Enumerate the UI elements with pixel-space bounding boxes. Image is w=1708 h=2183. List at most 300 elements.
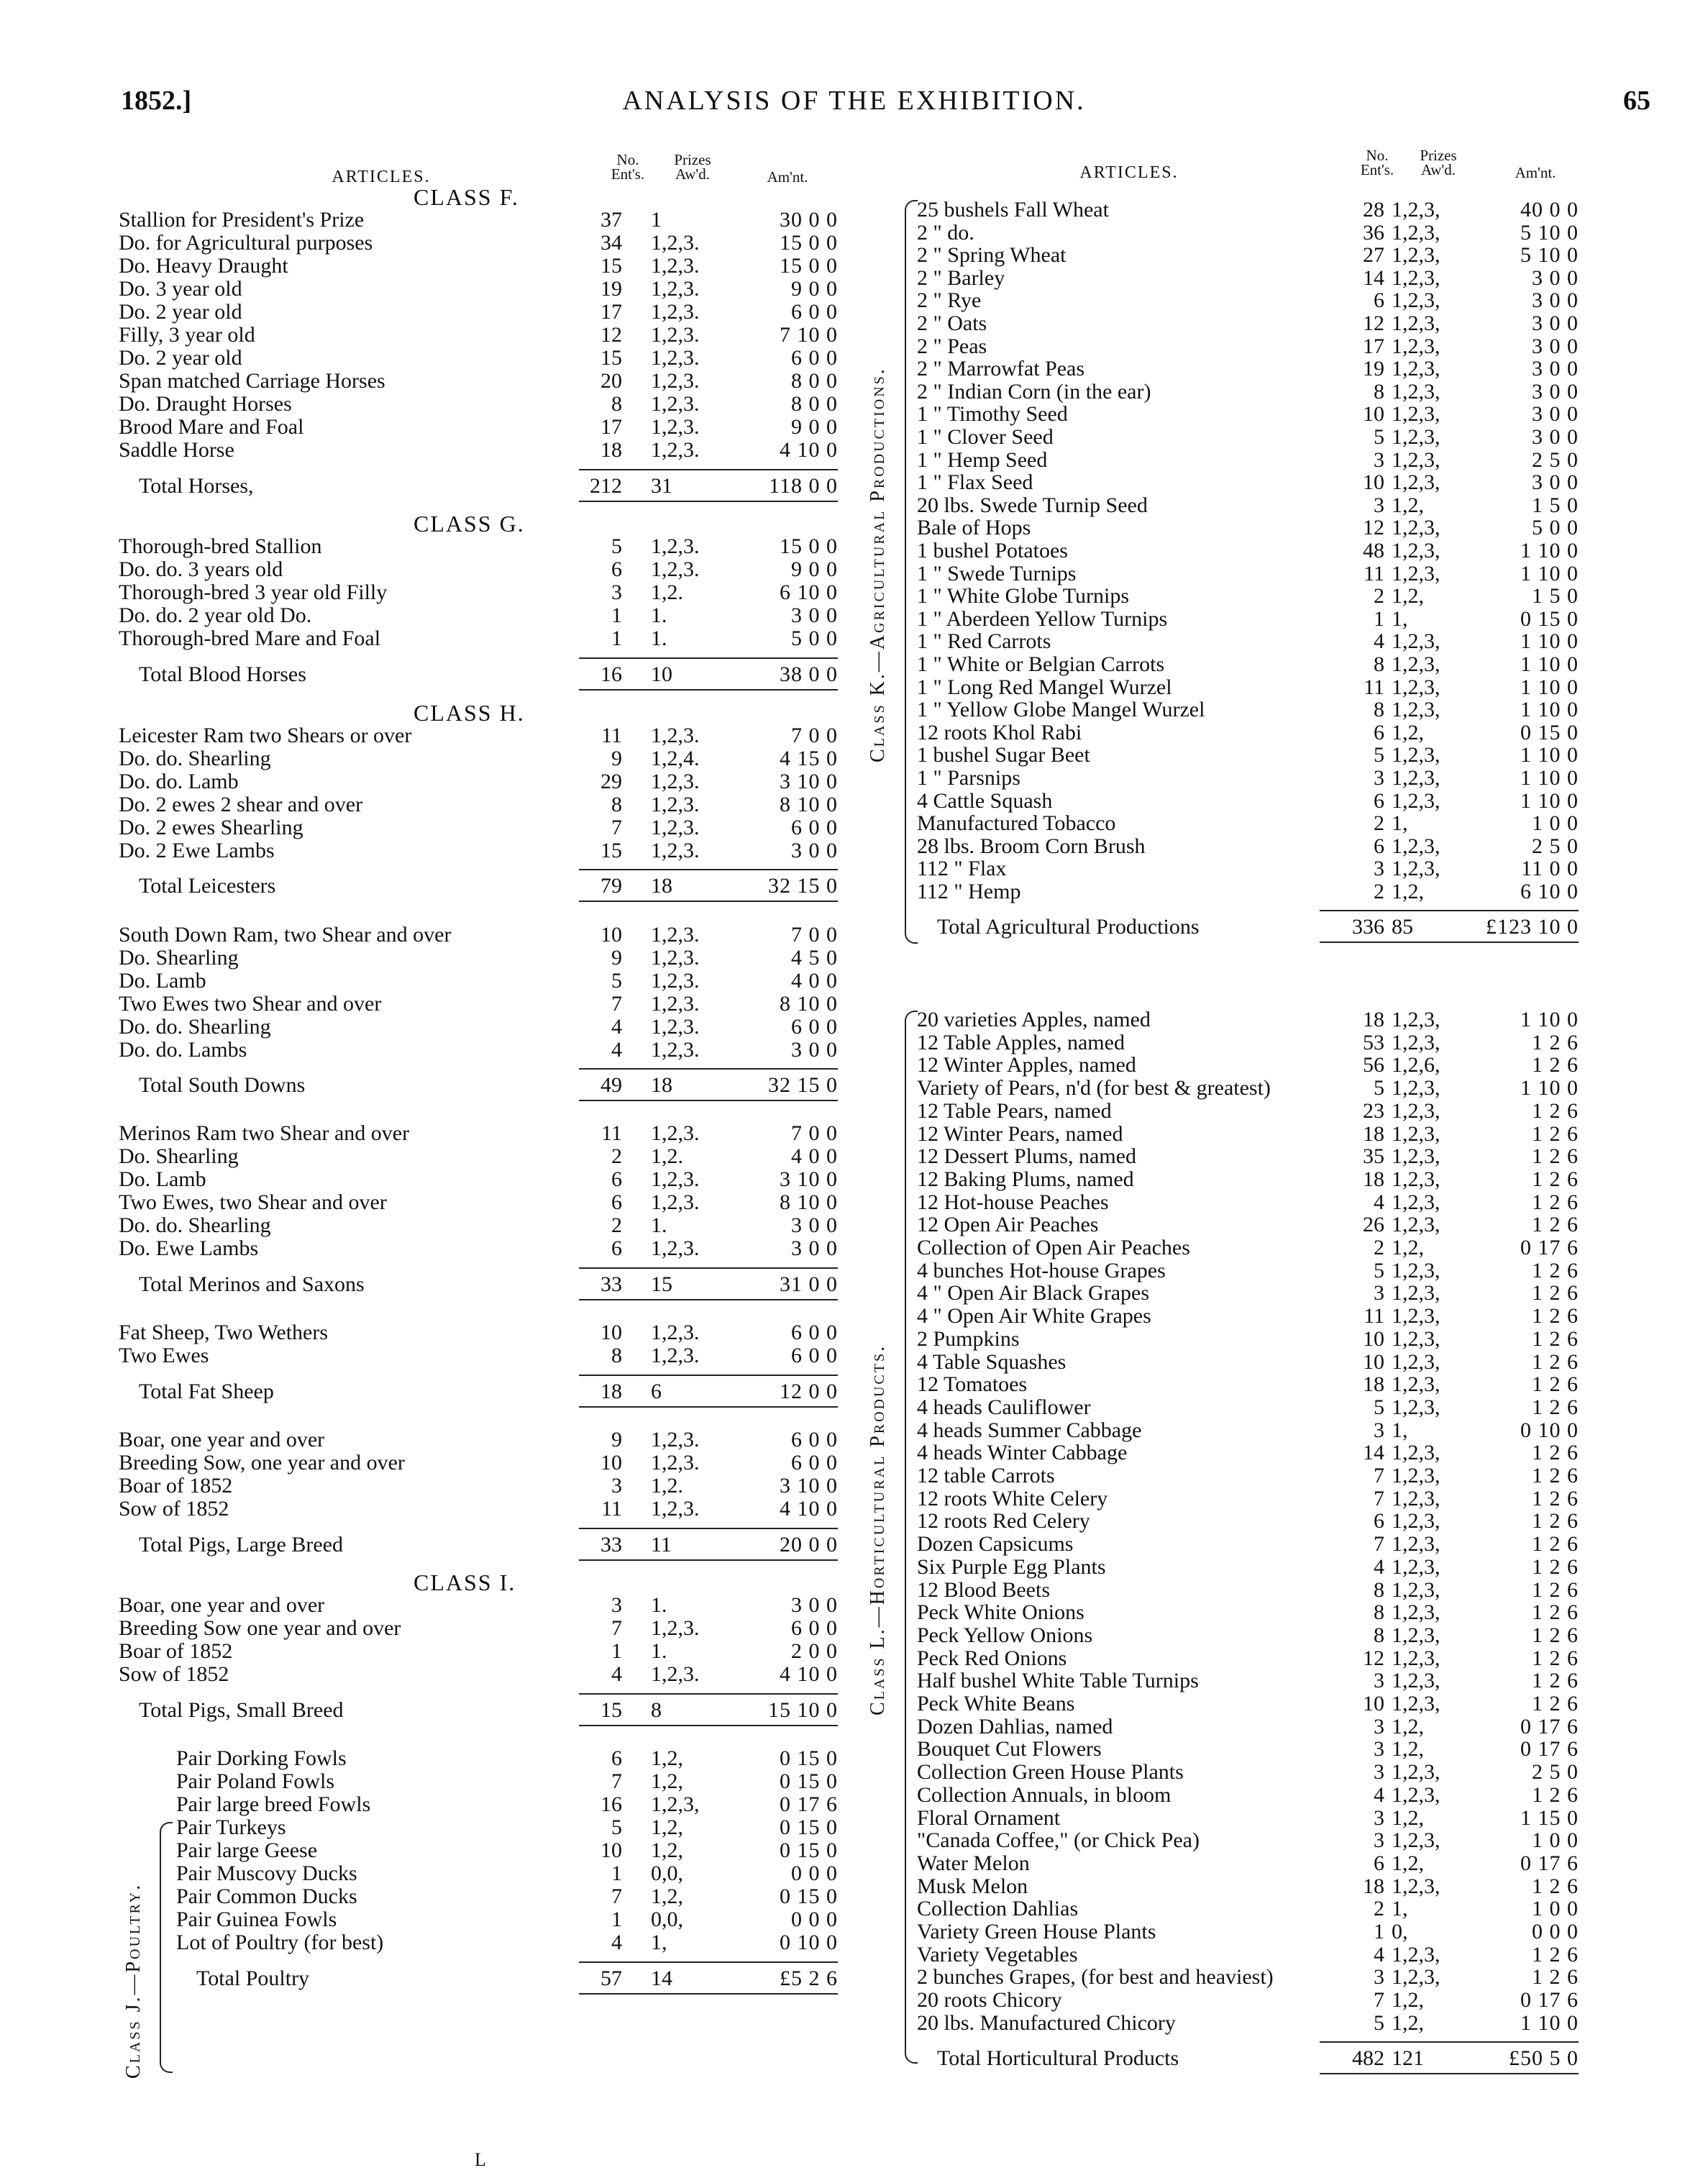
table-row bbox=[917, 585, 1643, 608]
row-label: Span matched Carriage Horses bbox=[119, 370, 385, 393]
entries-count: 3 bbox=[1374, 1418, 1384, 1442]
table-row bbox=[917, 676, 1643, 699]
prizes-awarded: 1,2,3, bbox=[1392, 1600, 1440, 1625]
row-label: Total Horticultural Products bbox=[937, 2046, 1179, 2070]
table-row bbox=[917, 1100, 1643, 1123]
entries-count: 53 bbox=[1363, 1030, 1384, 1054]
amount: 2 5 0 bbox=[1532, 447, 1579, 472]
entries-count: 5 bbox=[1374, 2010, 1384, 2035]
entries-count: 57 bbox=[600, 1966, 622, 1990]
prizes-awarded: 1,2,3, bbox=[1392, 743, 1440, 767]
class-heading: CLASS G. bbox=[414, 511, 525, 537]
entries-count: 8 bbox=[1374, 1600, 1384, 1625]
prizes-awarded: 1,2,3. bbox=[651, 1167, 700, 1192]
row-label: 25 bushels Fall Wheat bbox=[917, 199, 1109, 222]
entries-count: 8 bbox=[611, 1344, 622, 1368]
row-label: Do. Ewe Lambs bbox=[119, 1237, 259, 1261]
prizes-awarded: 1,2,3, bbox=[1392, 1577, 1440, 1602]
amount: 32 15 0 bbox=[768, 874, 838, 898]
total-row bbox=[119, 1533, 845, 1557]
table-row bbox=[119, 947, 845, 970]
table-row bbox=[917, 494, 1643, 517]
table-row bbox=[917, 1510, 1643, 1533]
total-underline bbox=[579, 1559, 838, 1561]
amount: 3 0 0 bbox=[791, 838, 838, 862]
amount: 8 0 0 bbox=[791, 369, 838, 393]
prizes-awarded: 1,2,3, bbox=[1392, 265, 1440, 290]
entries-count: 7 bbox=[611, 815, 622, 839]
row-label: 1 " Yellow Globe Mangel Wurzel bbox=[917, 698, 1205, 722]
table-row bbox=[917, 1669, 1643, 1692]
prizes-awarded: 6 bbox=[651, 1379, 662, 1403]
row-label: Boar of 1852 bbox=[119, 1475, 233, 1498]
prizes-awarded: 1,2, bbox=[1392, 1805, 1424, 1830]
prizes-awarded: 10 bbox=[651, 662, 672, 686]
table-row bbox=[119, 1168, 845, 1191]
entries-count: 48 bbox=[1363, 539, 1384, 562]
prizes-awarded: 1,2,3. bbox=[651, 254, 700, 278]
table-row bbox=[917, 1487, 1643, 1510]
amount: 0 15 0 bbox=[1520, 606, 1579, 631]
amount: 1 2 6 bbox=[1532, 1121, 1579, 1146]
prizes-awarded: 18 bbox=[651, 1073, 672, 1098]
table-row bbox=[119, 747, 845, 770]
left-no-header: No. Ent's. bbox=[611, 151, 645, 183]
prizes-awarded: 1, bbox=[651, 1931, 667, 1955]
prizes-awarded: 1,2,3, bbox=[1392, 1213, 1440, 1237]
entries-count: 5 bbox=[1374, 743, 1384, 767]
amount: 3 0 0 bbox=[1532, 425, 1579, 449]
entries-count: 20 bbox=[600, 369, 622, 393]
row-label: 1 " Red Carrots bbox=[917, 630, 1051, 654]
entries-count: 336 bbox=[1352, 914, 1384, 939]
table-row bbox=[119, 1816, 845, 1839]
amount: 6 0 0 bbox=[791, 1428, 838, 1451]
prizes-awarded: 1,2,3, bbox=[1392, 1395, 1440, 1419]
total-rule bbox=[579, 1961, 838, 1963]
total-row bbox=[119, 1967, 845, 1990]
entries-count: 26 bbox=[1363, 1213, 1384, 1237]
amount: 7 0 0 bbox=[791, 922, 838, 947]
table-row bbox=[917, 1145, 1643, 1168]
prizes-awarded: 1,2. bbox=[651, 1474, 683, 1498]
entries-count: 6 bbox=[611, 1190, 622, 1215]
prizes-awarded: 1,2,3, bbox=[1392, 1281, 1440, 1305]
row-label: Pair Guinea Fowls bbox=[176, 1908, 337, 1932]
table-row bbox=[917, 608, 1643, 631]
amount: 40 0 0 bbox=[1520, 198, 1579, 222]
row-label: Boar, one year and over bbox=[119, 1428, 325, 1451]
entries-count: 14 bbox=[1363, 265, 1384, 290]
row-label: 12 Winter Apples, named bbox=[917, 1054, 1136, 1077]
total-underline bbox=[579, 1725, 838, 1726]
row-label: Thorough-bred Mare and Foal bbox=[119, 627, 381, 651]
table-row bbox=[917, 1031, 1643, 1054]
row-label: 2 " Peas bbox=[917, 334, 987, 358]
left-prizes-header: Prizes Aw'd. bbox=[674, 151, 711, 183]
entries-count: 3 bbox=[1374, 766, 1384, 790]
row-label: Do. do. 3 years old bbox=[119, 558, 283, 582]
amount: 6 0 0 bbox=[791, 1344, 838, 1368]
entries-count: 15 bbox=[600, 346, 622, 370]
amount: 8 10 0 bbox=[780, 991, 838, 1016]
right-no-header: No. Ent's. bbox=[1360, 147, 1394, 178]
row-label: Bouquet Cut Flowers bbox=[917, 1738, 1102, 1762]
table-row bbox=[119, 993, 845, 1016]
entries-count: 2 bbox=[1374, 584, 1384, 609]
prizes-awarded: 1,2,3, bbox=[1392, 379, 1440, 404]
row-label: Two Ewes, two Shear and over bbox=[119, 1191, 387, 1215]
amount: 7 10 0 bbox=[780, 323, 838, 347]
row-label: Peck Red Onions bbox=[917, 1646, 1067, 1670]
entries-count: 212 bbox=[590, 473, 622, 498]
prizes-awarded: 1,2,3. bbox=[651, 277, 700, 301]
signature-mark: L bbox=[475, 2149, 486, 2170]
table-row bbox=[917, 1259, 1643, 1282]
prizes-awarded: 1,2,3. bbox=[651, 1662, 700, 1687]
prizes-awarded: 1,2,3, bbox=[1392, 857, 1440, 881]
entries-count: 16 bbox=[600, 662, 622, 686]
table-row bbox=[119, 770, 845, 793]
entries-count: 14 bbox=[1363, 1441, 1384, 1465]
prizes-awarded: 1,2,3, bbox=[1392, 1554, 1440, 1579]
prizes-awarded: 1,2,3. bbox=[651, 369, 700, 393]
row-label: Pair Common Ducks bbox=[176, 1885, 357, 1909]
amount: 1 5 0 bbox=[1532, 493, 1579, 517]
row-label: 2 bunches Grapes, (for best and heaviest) bbox=[917, 1966, 1274, 1990]
amount: 8 10 0 bbox=[780, 1190, 838, 1215]
table-row bbox=[917, 1556, 1643, 1579]
entries-count: 5 bbox=[1374, 1076, 1384, 1100]
prizes-awarded: 1,2,3. bbox=[651, 991, 700, 1016]
entries-count: 6 bbox=[611, 1167, 622, 1192]
total-row bbox=[119, 663, 845, 686]
amount: 1 2 6 bbox=[1532, 1486, 1579, 1510]
amount: 1 10 0 bbox=[1520, 766, 1579, 790]
prizes-awarded: 1,2,3, bbox=[1392, 288, 1440, 313]
row-label: Bale of Hops bbox=[917, 516, 1031, 540]
entries-count: 2 bbox=[1374, 1236, 1384, 1259]
prizes-awarded: 0,0, bbox=[651, 1908, 683, 1932]
entries-count: 17 bbox=[600, 415, 622, 439]
row-label: Leicester Ram two Shears or over bbox=[119, 724, 412, 747]
table-row bbox=[917, 857, 1643, 880]
amount: 1 2 6 bbox=[1532, 1509, 1579, 1533]
row-label: 2 " do. bbox=[917, 221, 974, 245]
table-row bbox=[119, 1663, 845, 1686]
amount: 1 2 6 bbox=[1532, 1326, 1579, 1351]
entries-count: 18 bbox=[1363, 1372, 1384, 1397]
row-label: 12 Hot-house Peaches bbox=[917, 1190, 1109, 1214]
entries-count: 1 bbox=[611, 1639, 622, 1664]
amount: 1 10 0 bbox=[1520, 629, 1579, 654]
amount: 1 10 0 bbox=[1520, 1008, 1579, 1031]
amount: 3 0 0 bbox=[1532, 288, 1579, 313]
table-row bbox=[917, 357, 1643, 380]
table-row bbox=[119, 627, 845, 650]
entries-count: 3 bbox=[1374, 1965, 1384, 1990]
amount: 1 2 6 bbox=[1532, 1441, 1579, 1465]
prizes-awarded: 1,2,3, bbox=[1392, 561, 1440, 585]
row-label: Manufactured Tobacco bbox=[917, 812, 1116, 836]
table-row bbox=[917, 1236, 1643, 1259]
total-rule bbox=[579, 1528, 838, 1529]
row-label: 12 Table Pears, named bbox=[917, 1099, 1112, 1123]
total-row bbox=[119, 1699, 845, 1722]
row-label: Two Ewes two Shear and over bbox=[119, 992, 382, 1016]
table-row bbox=[119, 278, 845, 301]
entries-count: 10 bbox=[600, 922, 622, 947]
prizes-awarded: 1,2,3, bbox=[1392, 1692, 1440, 1715]
total-underline bbox=[579, 1406, 838, 1408]
entries-count: 12 bbox=[600, 323, 622, 347]
entries-count: 56 bbox=[1363, 1053, 1384, 1077]
entries-count: 5 bbox=[1374, 1258, 1384, 1282]
table-row bbox=[917, 1191, 1643, 1214]
row-label: Do. 2 ewes 2 shear and over bbox=[119, 793, 363, 816]
total-underline bbox=[579, 1993, 838, 1995]
table-row bbox=[917, 1738, 1643, 1761]
amount: 1 10 0 bbox=[1520, 2010, 1579, 2035]
prizes-awarded: 1,2, bbox=[651, 1838, 683, 1863]
table-row bbox=[119, 1594, 845, 1617]
prizes-awarded: 1,2,3. bbox=[651, 838, 700, 862]
row-label: 28 lbs. Broom Corn Brush bbox=[917, 834, 1146, 858]
table-row bbox=[917, 1533, 1643, 1556]
row-label: Total Leicesters bbox=[139, 875, 276, 898]
row-label: 12 Open Air Peaches bbox=[917, 1213, 1099, 1237]
entries-count: 3 bbox=[1374, 493, 1384, 517]
amount: 3 0 0 bbox=[791, 603, 838, 628]
amount: 30 0 0 bbox=[780, 208, 838, 232]
entries-count: 7 bbox=[611, 1616, 622, 1641]
amount: 6 0 0 bbox=[791, 346, 838, 370]
table-row bbox=[917, 1624, 1643, 1647]
entries-count: 1 bbox=[1374, 1920, 1384, 1943]
total-underline bbox=[579, 1299, 838, 1300]
row-label: Peck White Onions bbox=[917, 1601, 1084, 1625]
prizes-awarded: 1, bbox=[1392, 606, 1408, 631]
amount: 1 2 6 bbox=[1532, 1213, 1579, 1237]
prizes-awarded: 1, bbox=[1392, 1418, 1408, 1442]
amount: 1 2 6 bbox=[1532, 1349, 1579, 1374]
total-rule bbox=[579, 469, 838, 470]
total-row bbox=[917, 2047, 1643, 2070]
amount: 3 0 0 bbox=[791, 1213, 838, 1238]
prizes-awarded: 1,2,3. bbox=[651, 231, 700, 255]
horticultural-class-label: Class L.—Horticultural Products. bbox=[867, 1344, 889, 1715]
entries-count: 17 bbox=[1363, 334, 1384, 358]
amount: 1 2 6 bbox=[1532, 1532, 1579, 1557]
amount: 1 2 6 bbox=[1532, 1304, 1579, 1329]
prizes-awarded: 1,2,3. bbox=[651, 815, 700, 839]
table-row bbox=[917, 812, 1643, 835]
entries-count: 15 bbox=[600, 1698, 622, 1722]
entries-count: 7 bbox=[1374, 1532, 1384, 1557]
row-label: Pair Muscovy Ducks bbox=[176, 1862, 357, 1886]
prizes-awarded: 1,2,3. bbox=[651, 1451, 700, 1475]
amount: 4 0 0 bbox=[791, 1144, 838, 1169]
row-label: Total South Downs bbox=[139, 1074, 306, 1098]
prizes-awarded: 1,2,3, bbox=[1392, 1098, 1440, 1123]
prizes-awarded: 31 bbox=[651, 473, 672, 498]
table-row bbox=[917, 1943, 1643, 1966]
row-label: 2 " Spring Wheat bbox=[917, 244, 1067, 268]
amount: 1 2 6 bbox=[1532, 1098, 1579, 1123]
class-heading: CLASS H. bbox=[414, 699, 525, 726]
row-label: Two Ewes bbox=[119, 1344, 209, 1368]
table-row bbox=[119, 1885, 845, 1908]
prizes-awarded: 1,2, bbox=[651, 1746, 683, 1771]
table-row bbox=[917, 1647, 1643, 1670]
entries-count: 79 bbox=[600, 874, 622, 898]
row-label: Collection Green House Plants bbox=[917, 1761, 1184, 1785]
prizes-awarded: 121 bbox=[1392, 2046, 1424, 2070]
amount: 1 10 0 bbox=[1520, 652, 1579, 676]
total-row bbox=[119, 1380, 845, 1403]
row-label: 20 lbs. Manufactured Chicory bbox=[917, 2011, 1176, 2035]
amount: 6 0 0 bbox=[791, 1451, 838, 1475]
prizes-awarded: 1,2,3, bbox=[1392, 1008, 1440, 1031]
row-label: 4 heads Winter Cabbage bbox=[917, 1441, 1128, 1465]
entries-count: 35 bbox=[1363, 1144, 1384, 1169]
row-label: Six Purple Egg Plants bbox=[917, 1555, 1106, 1579]
prizes-awarded: 1,2,3, bbox=[1392, 652, 1440, 676]
prizes-awarded: 1,2, bbox=[1392, 720, 1424, 744]
row-label: Total Blood Horses bbox=[139, 663, 306, 686]
amount: 1 10 0 bbox=[1520, 788, 1579, 813]
prizes-awarded: 14 bbox=[651, 1966, 672, 1990]
entries-count: 12 bbox=[1363, 1646, 1384, 1670]
prizes-awarded: 1,2,3, bbox=[1392, 1258, 1440, 1282]
entries-count: 17 bbox=[600, 300, 622, 324]
row-label: Do. do. Shearling bbox=[119, 1015, 271, 1039]
row-label: 12 roots Khol Rabi bbox=[917, 721, 1082, 744]
table-row bbox=[119, 1214, 845, 1237]
amount: 0 10 0 bbox=[1520, 1418, 1579, 1442]
row-label: 1 " Aberdeen Yellow Turnips bbox=[917, 607, 1168, 631]
table-row bbox=[917, 471, 1643, 494]
total-rule bbox=[1320, 2041, 1579, 2043]
entries-count: 23 bbox=[1363, 1098, 1384, 1123]
entries-count: 2 bbox=[611, 1213, 622, 1238]
entries-count: 1 bbox=[611, 1908, 622, 1932]
entries-count: 8 bbox=[611, 792, 622, 816]
table-row bbox=[917, 1761, 1643, 1784]
prizes-awarded: 1,2,3, bbox=[1392, 402, 1440, 427]
table-row bbox=[119, 558, 845, 581]
page-title: ANALYSIS OF THE EXHIBITION. bbox=[622, 86, 1086, 116]
prizes-awarded: 1,2, bbox=[1392, 1851, 1424, 1875]
amount: 15 0 0 bbox=[780, 254, 838, 278]
amount: 5 10 0 bbox=[1520, 243, 1579, 268]
amount: 0 0 0 bbox=[1532, 1920, 1579, 1943]
row-label: Boar of 1852 bbox=[119, 1640, 233, 1664]
amount: £5 2 6 bbox=[780, 1966, 838, 1990]
amount: 5 0 0 bbox=[791, 626, 838, 651]
prizes-awarded: 1,2,3, bbox=[1392, 1874, 1440, 1898]
entries-count: 18 bbox=[1363, 1167, 1384, 1191]
entries-count: 9 bbox=[611, 746, 622, 770]
table-row bbox=[119, 439, 845, 462]
row-label: "Canada Coffee," (or Chick Pea) bbox=[917, 1829, 1200, 1853]
row-label: Pair large breed Fowls bbox=[176, 1793, 371, 1817]
amount: 12 0 0 bbox=[780, 1379, 838, 1403]
row-label: 20 lbs. Swede Turnip Seed bbox=[917, 493, 1148, 517]
prizes-awarded: 1,2,4. bbox=[651, 746, 700, 770]
row-label: 2 " Rye bbox=[917, 289, 982, 313]
row-label: 1 " White or Belgian Carrots bbox=[917, 653, 1165, 676]
table-row bbox=[917, 1008, 1643, 1031]
total-rule bbox=[579, 1693, 838, 1695]
row-label: Variety of Pears, n'd (for best & greatest) bbox=[917, 1077, 1271, 1100]
table-row bbox=[119, 1145, 845, 1168]
table-row bbox=[119, 416, 845, 439]
agricultural-class-label: Class K.—Agricultural Productions. bbox=[867, 367, 889, 762]
entries-count: 1 bbox=[611, 1861, 622, 1886]
row-label: 112 " Hemp bbox=[917, 880, 1021, 903]
prizes-awarded: 1,2, bbox=[651, 1885, 683, 1909]
row-label: Boar, one year and over bbox=[119, 1594, 325, 1618]
prizes-awarded: 1. bbox=[651, 1213, 667, 1238]
amount: 5 0 0 bbox=[1532, 516, 1579, 540]
prizes-awarded: 1,2,3, bbox=[1392, 1942, 1440, 1966]
entries-count: 10 bbox=[1363, 1692, 1384, 1715]
prizes-awarded: 1,2, bbox=[651, 1769, 683, 1794]
row-label: 4 Table Squashes bbox=[917, 1350, 1067, 1374]
table-row bbox=[119, 1475, 845, 1498]
amount: 1 2 6 bbox=[1532, 1258, 1579, 1282]
table-row bbox=[917, 516, 1643, 539]
entries-count: 9 bbox=[611, 1428, 622, 1451]
entries-count: 3 bbox=[1374, 1669, 1384, 1693]
total-underline bbox=[579, 501, 838, 502]
amount: 6 0 0 bbox=[791, 815, 838, 839]
prizes-awarded: 1,2,6, bbox=[1392, 1053, 1440, 1077]
total-rule bbox=[579, 1267, 838, 1269]
prizes-awarded: 1,2, bbox=[1392, 1737, 1424, 1762]
row-label: 4 heads Summer Cabbage bbox=[917, 1418, 1142, 1442]
row-label: Total Agricultural Productions bbox=[937, 915, 1200, 939]
entries-count: 12 bbox=[1363, 516, 1384, 540]
prizes-awarded: 1,2,3, bbox=[1392, 1372, 1440, 1397]
table-row bbox=[119, 1428, 845, 1451]
prizes-awarded: 1,2,3. bbox=[651, 438, 700, 462]
table-row bbox=[119, 1640, 845, 1663]
table-row bbox=[917, 1579, 1643, 1602]
amount: 31 0 0 bbox=[780, 1272, 838, 1296]
amount: £50 5 0 bbox=[1509, 2046, 1579, 2070]
entries-count: 16 bbox=[600, 1792, 622, 1817]
total-row bbox=[119, 1273, 845, 1296]
row-label: Do. Lamb bbox=[119, 1168, 206, 1192]
amount: 1 0 0 bbox=[1532, 811, 1579, 836]
prizes-awarded: 1,2,3, bbox=[1392, 1326, 1440, 1351]
entries-count: 10 bbox=[1363, 1326, 1384, 1351]
row-label: 1 " Flax Seed bbox=[917, 471, 1033, 495]
entries-count: 6 bbox=[1374, 1851, 1384, 1875]
entries-count: 18 bbox=[600, 1379, 622, 1403]
entries-count: 28 bbox=[1363, 198, 1384, 222]
amount: 0 0 0 bbox=[791, 1861, 838, 1886]
amount: 4 0 0 bbox=[791, 968, 838, 993]
row-label: 1 " Clover Seed bbox=[917, 426, 1054, 449]
right-amount-header: Am'nt. bbox=[1515, 164, 1556, 181]
prizes-awarded: 1,2,3, bbox=[1392, 220, 1440, 245]
prizes-awarded: 1,2,3, bbox=[1392, 1760, 1440, 1785]
row-label: Do. 2 Ewe Lambs bbox=[119, 839, 275, 862]
entries-count: 6 bbox=[611, 1236, 622, 1261]
